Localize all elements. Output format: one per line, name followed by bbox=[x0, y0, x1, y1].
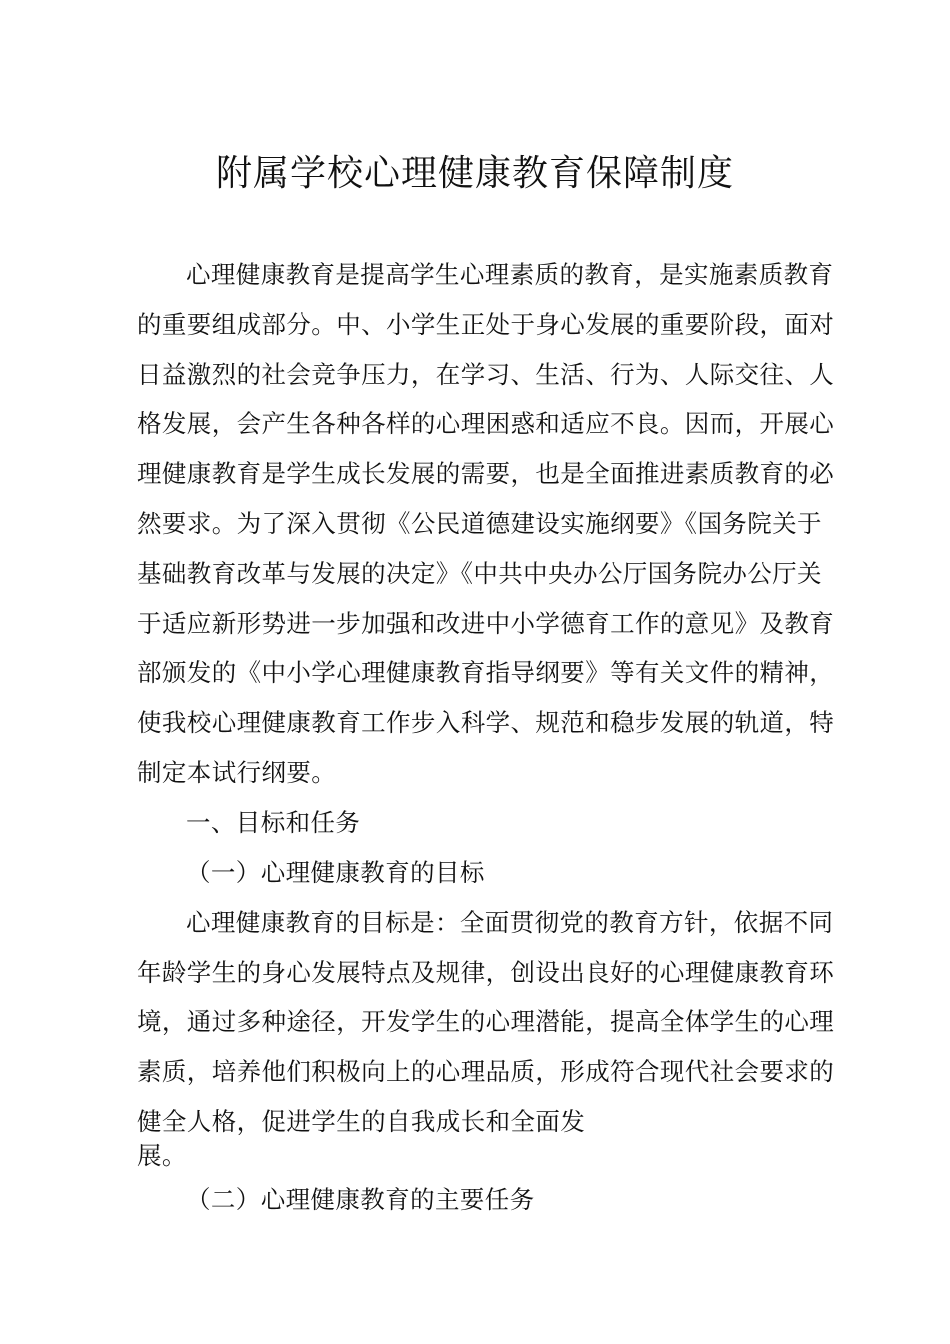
paragraph-line: 使我校心理健康教育工作步入科学、规范和稳步发展的轨道，特 bbox=[137, 708, 835, 737]
paragraph-line: 展。 bbox=[137, 1141, 187, 1170]
paragraph-line: 格发展，会产生各种各样的心理困惑和适应不良。因而，开展心 bbox=[137, 409, 835, 438]
paragraph-line: 心理健康教育是提高学生心理素质的教育，是实施素质教育 bbox=[186, 260, 834, 289]
document-title: 附属学校心理健康教育保障制度 bbox=[215, 153, 734, 194]
paragraph-line: 境，通过多种途径，开发学生的心理潜能，提高全体学生的心理 bbox=[137, 1007, 835, 1036]
paragraph-line: 理健康教育是学生成长发展的需要，也是全面推进素质教育的必 bbox=[137, 459, 835, 488]
paragraph-line: 制定本试行纲要。 bbox=[137, 758, 337, 787]
paragraph-line: 心理健康教育的目标是：全面贯彻党的教育方针，依据不同 bbox=[186, 908, 834, 937]
subsection-heading: （一）心理健康教育的目标 bbox=[186, 858, 485, 887]
paragraph-line: 素质，培养他们积极向上的心理品质，形成符合现代社会要求的 bbox=[137, 1057, 835, 1086]
paragraph-line: 年龄学生的身心发展特点及规律，创设出良好的心理健康教育环 bbox=[137, 958, 835, 987]
subsection-heading: （二）心理健康教育的主要任务 bbox=[186, 1185, 535, 1214]
paragraph-line: 然要求。为了深入贯彻《公民道德建设实施纲要》《国务院关于 bbox=[137, 509, 822, 538]
paragraph-line: 健全人格，促进学生的自我成长和全面发 bbox=[137, 1107, 586, 1136]
paragraph-line: 日益激烈的社会竞争压力，在学习、生活、行为、人际交往、人 bbox=[137, 360, 835, 389]
section-heading: 一、目标和任务 bbox=[186, 808, 361, 837]
paragraph-line: 部颁发的《中小学心理健康教育指导纲要》等有关文件的精神， bbox=[137, 658, 835, 687]
paragraph-line: 于适应新形势进一步加强和改进中小学德育工作的意见》及教育 bbox=[137, 609, 835, 638]
paragraph-line: 基础教育改革与发展的决定》《中共中央办公厅国务院办公厅关 bbox=[137, 559, 822, 588]
paragraph-line: 的重要组成部分。中、小学生正处于身心发展的重要阶段，面对 bbox=[137, 310, 835, 339]
